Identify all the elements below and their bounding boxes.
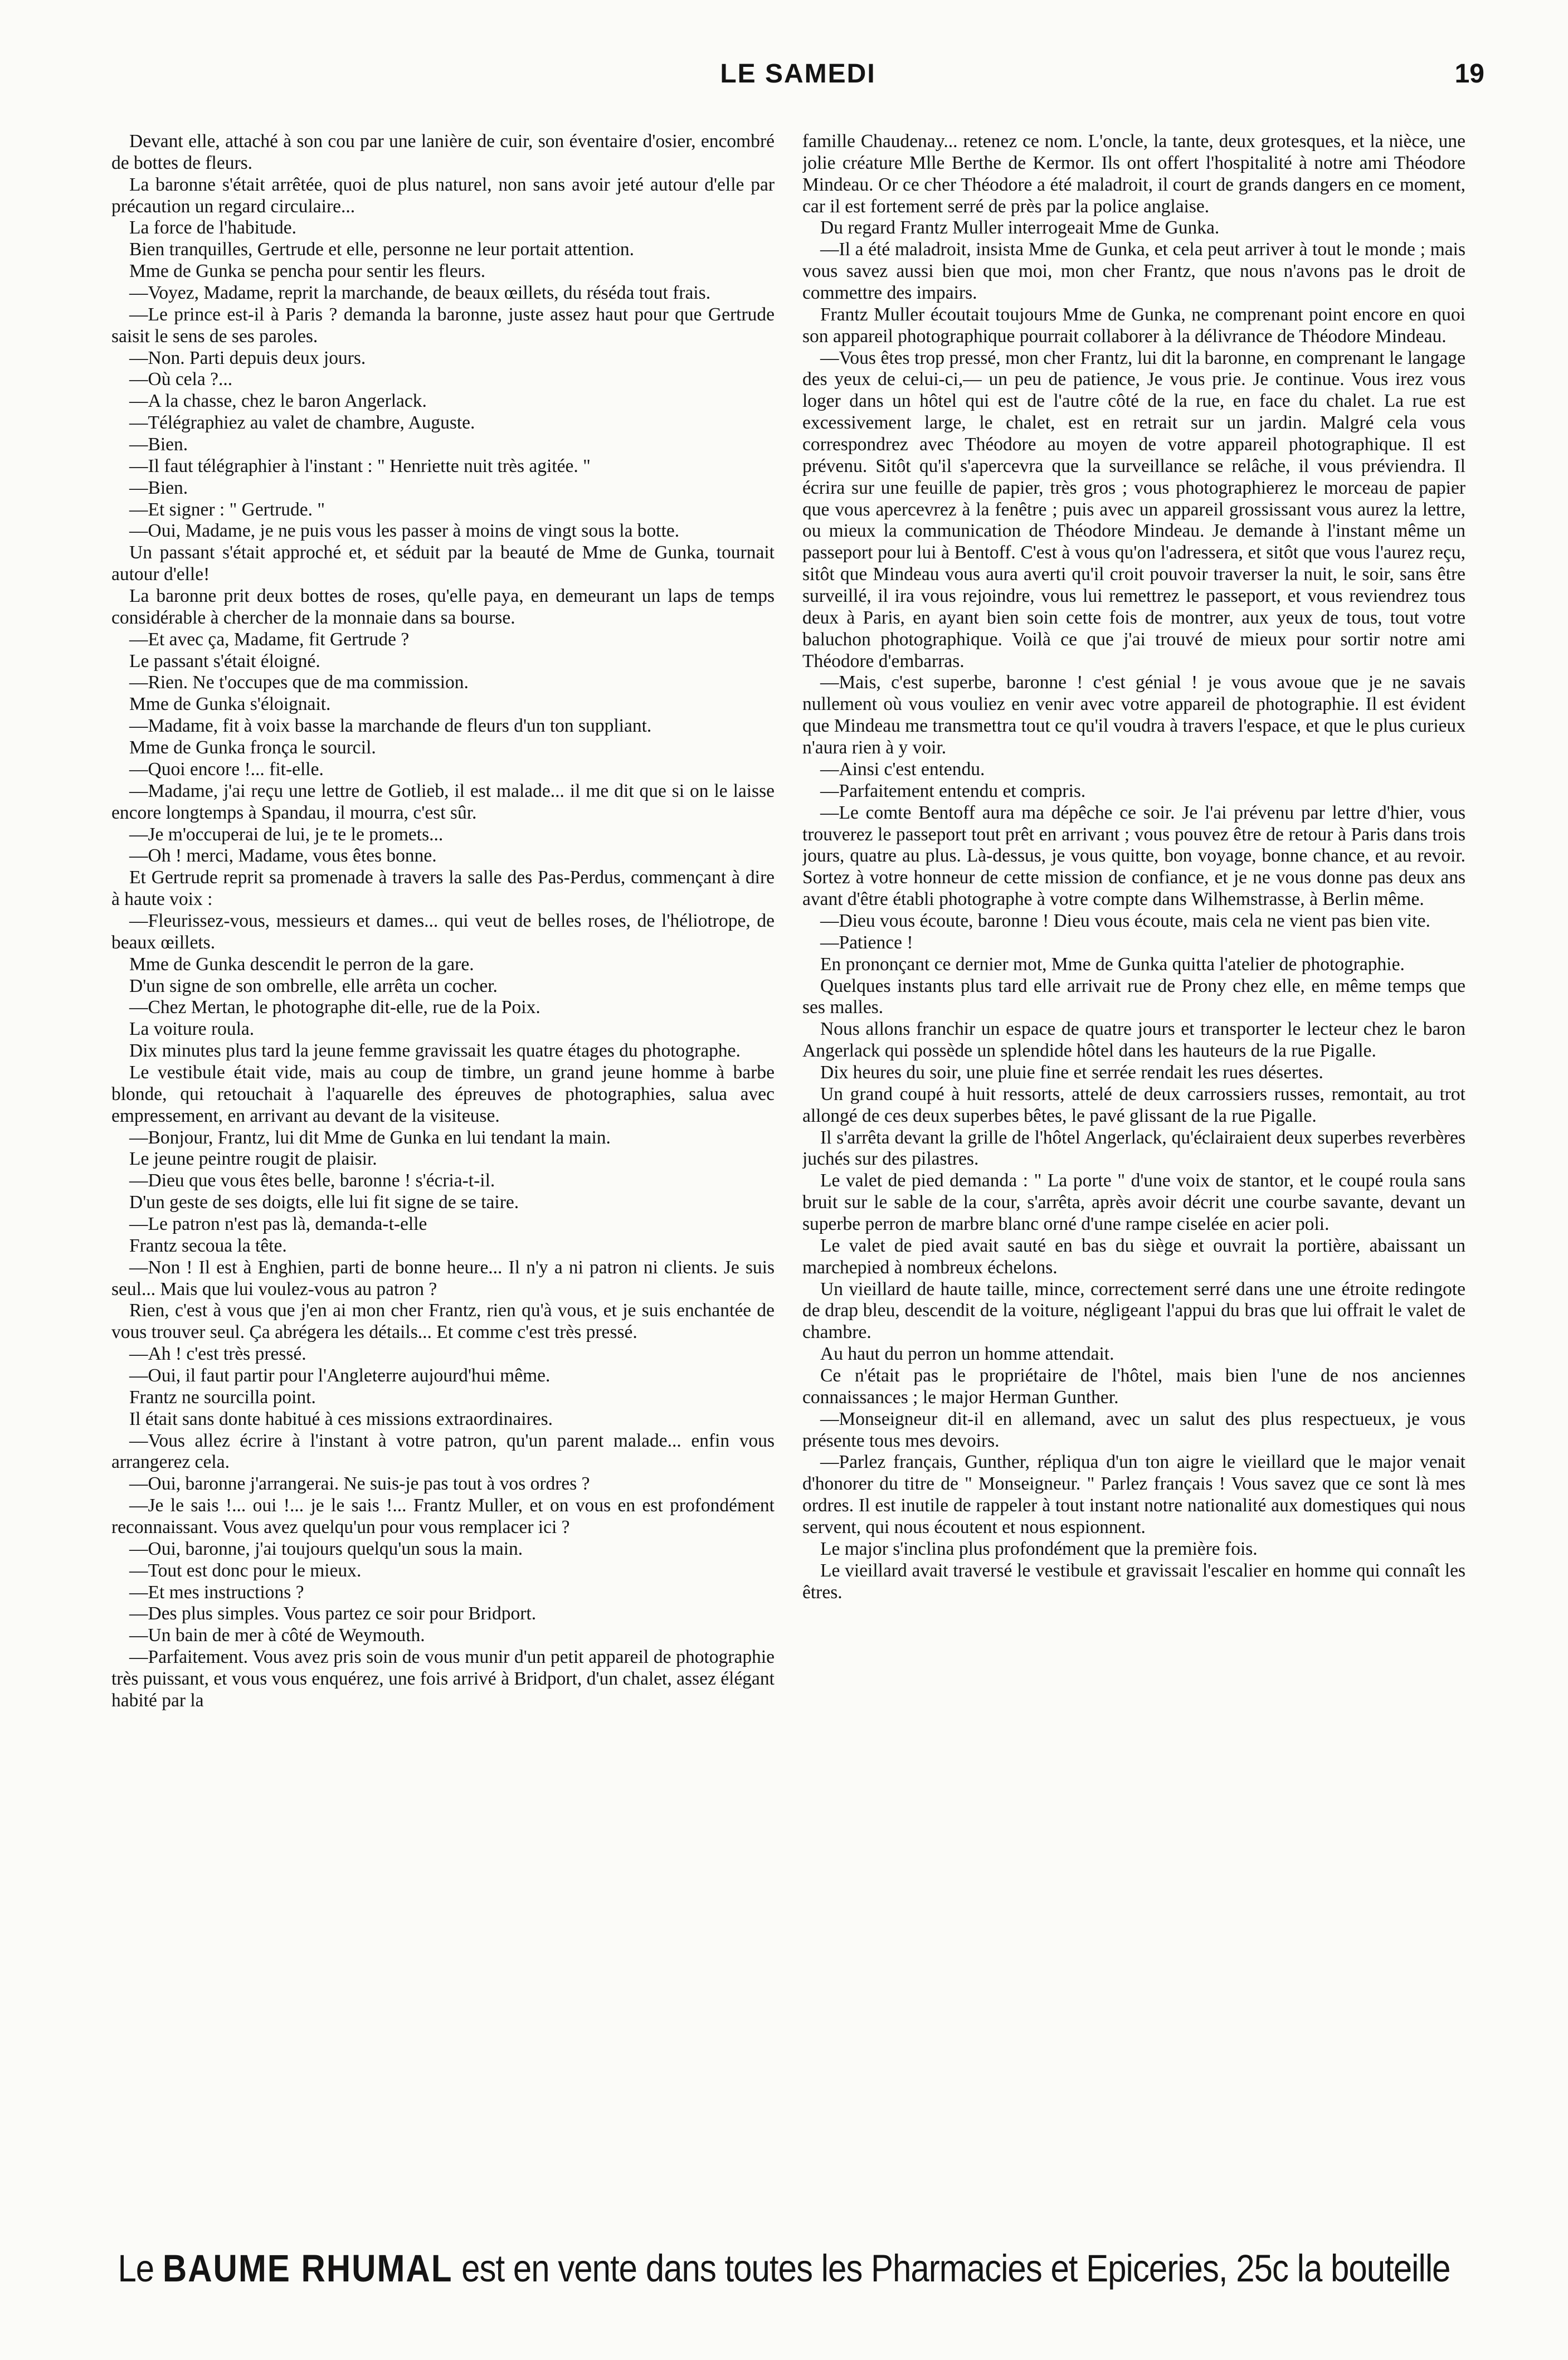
paragraph: —Chez Mertan, le photographe dit-elle, rue de la Poix. [129, 997, 540, 1018]
paragraph: Un grand coupé à huit ressorts, attelé de deux carrossiers russes, remontait, au trot allongé de ces deux superbes bêtes, le pavé glissant de la rue Pigalle. [802, 1083, 1465, 1126]
paragraph: La voiture roula. [129, 1019, 255, 1040]
paragraph: Mme de Gunka se pencha pour sentir les fleurs. [129, 261, 486, 282]
paragraph: —Quoi encore !... fit-elle. [129, 758, 324, 780]
paragraph: Nous allons franchir un espace de quatre jours et transporter le lecteur chez le baron Angerlack qui possède un splendide hôtel dans les hauteurs de la rue Pigalle. [802, 1019, 1465, 1062]
paragraph: —Un bain de mer à côté de Weymouth. [129, 1625, 425, 1646]
paragraph: —Mais, c'est superbe, baronne ! c'est génial ! je vous avoue que je ne savais nullement où vous vouliez en venir avec votre appareil de photographie. Il est évident que Mindeau me transmettra tout ce qu'il voudra à travers l'espace, et que le plus curieux n'aura rien à y voir. [802, 672, 1465, 758]
paragraph: —Je le sais !... oui !... je le sais !... Frantz Muller, et on vous en est profondément reconnaissant. Vous avez quelqu'un pour vous remplacer ici ? [111, 1495, 775, 1537]
paragraph: —Fleurissez-vous, messieurs et dames... qui veut de belles roses, de l'héliotrope, de beaux œillets. [111, 910, 775, 953]
advert-text: est en vente dans toutes les Pharmacies et Epiceries, 25c la bouteille [461, 2246, 1450, 2290]
paragraph: —Patience ! [820, 932, 913, 953]
paragraph: —Parfaitement. Vous avez pris soin de vous munir d'un petit appareil de photographie très puissant, et vous vous enquérez, une fois arrivé à Bridport, d'un chalet, assez élégant habité par la [111, 1647, 775, 1711]
paragraph: —Voyez, Madame, reprit la marchande, de beaux œillets, du réséda tout frais. [129, 283, 711, 304]
paragraph: Le valet de pied demanda : " La porte " d'une voix de stantor, et le coupé roula sans bruit sur le sable de la cour, s'arrêta, après avoir décrit une courbe savante, devant un superbe perron de marbre blanc orné d'une rampe ciselée en acier poli. [802, 1170, 1465, 1234]
paragraph: Devant elle, attaché à son cou par une lanière de cuir, son éventaire d'osier, encombré de bottes de fleurs. [111, 131, 775, 173]
paragraph: —Dieu que vous êtes belle, baronne ! s'écria-t-il. [129, 1170, 495, 1191]
paragraph: —Télégraphiez au valet de chambre, Auguste. [129, 412, 475, 434]
paragraph: —Madame, fit à voix basse la marchande de fleurs d'un ton suppliant. [129, 716, 652, 737]
paragraph: Mme de Gunka descendit le perron de la gare. [129, 953, 474, 975]
paragraph: Frantz Muller écoutait toujours Mme de Gunka, ne comprenant point encore en quoi son appareil photographique pourrait collaborer à la délivrance de Théodore Mindeau. [802, 304, 1465, 347]
paragraph: —Et signer : " Gertrude. " [129, 499, 325, 520]
paragraph: —Le prince est-il à Paris ? demanda la baronne, juste assez haut pour que Gertrude saisit le sens de ses paroles. [111, 304, 775, 347]
paragraph: —Bien. [129, 434, 188, 455]
paragraph: —Et mes instructions ? [129, 1582, 304, 1603]
paragraph: Mme de Gunka fronça le sourcil. [129, 737, 376, 758]
paragraph: La baronne s'était arrêtée, quoi de plus naturel, non sans avoir jeté autour d'elle par précaution un regard circulaire... [111, 174, 775, 217]
paragraph: —Ah ! c'est très pressé. [129, 1344, 306, 1365]
paragraph: —A la chasse, chez le baron Angerlack. [129, 391, 427, 412]
article-columns [111, 131, 1465, 2215]
paragraph: Le jeune peintre rougit de plaisir. [129, 1149, 377, 1170]
paragraph: —Parlez français, Gunther, répliqua d'un ton aigre le vieillard que le major venait d'honorer du titre de " Monseigneur. " Parlez français ! Vous savez que ce sont là mes ordres. Il est inutile de rappeler à tout instant notre nationalité aux domestiques qui nous servent, qui nous écoutent et nous espionnent. [802, 1452, 1465, 1537]
paragraph: —Des plus simples. Vous partez ce soir pour Bridport. [129, 1603, 537, 1624]
paragraph: Un vieillard de haute taille, mince, correctement serré dans une une étroite redingote de drap bleu, descendit de la voiture, négligeant l'appui du bras que lui offrait le valet de chambre. [802, 1278, 1465, 1343]
paragraph: Mme de Gunka s'éloignait. [129, 694, 331, 715]
paragraph: —Oui, baronne, j'ai toujours quelqu'un sous la main. [129, 1538, 523, 1559]
paragraph: Il était sans donte habitué à ces missions extraordinaires. [129, 1408, 553, 1429]
paragraph: —Oui, Madame, je ne puis vous les passer à moins de vingt sous la botte. [129, 520, 680, 542]
paragraph: Frantz ne sourcilla point. [129, 1386, 316, 1408]
paragraph: famille Chaudenay... retenez ce nom. L'oncle, la tante, deux grotesques, et la nièce, une jolie créature Mlle Berthe de Kermor. Ils ont offert l'hospitalité à notre ami Théodore Mindeau. Or ce cher Théodore a été maladroit, il court de grands dangers en ce moment, car il est fortement serré de près par la police anglaise. [802, 131, 1465, 217]
paragraph: —Le comte Bentoff aura ma dépêche ce soir. Je l'ai prévenu par lettre d'hier, vous trouverez le passeport tout prêt en arrivant ; vous pouvez être de retour à Paris dans trois jours, quatre au plus. Là-dessus, je vous quitte, bon voyage, bonne chance, et au revoir. Sortez à votre honneur de cette mission de confiance, et je ne vous donne pas deux ans avant d'être établi photographe à votre compte dans Wilhemstrasse, à Berlin même. [802, 802, 1465, 910]
paragraph: —Oui, il faut partir pour l'Angleterre aujourd'hui même. [129, 1365, 551, 1386]
paragraph: Ce n'était pas le propriétaire de l'hôtel, mais bien l'une de nos anciennes connaissances ; le major Herman Gunther. [802, 1365, 1465, 1408]
paragraph: —Tout est donc pour le mieux. [129, 1560, 362, 1581]
running-head [111, 59, 1484, 103]
paragraph: —Et avec ça, Madame, fit Gertrude ? [129, 629, 410, 650]
paragraph: —Il a été maladroit, insista Mme de Gunka, et cela peut arriver à tout le monde ; mais vous savez aussi bien que moi, mon cher Frantz, que nous n'avons pas le droit de commettre des impairs. [802, 239, 1465, 304]
paragraph: —Rien. Ne t'occupes que de ma commission. [129, 672, 469, 693]
paragraph: Le vieillard avait traversé le vestibule et gravissait l'escalier en homme qui connaît les êtres. [802, 1560, 1465, 1603]
paragraph: D'un geste de ses doigts, elle lui fit signe de se taire. [129, 1192, 519, 1213]
paragraph: —Bonjour, Frantz, lui dit Mme de Gunka en lui tendant la main. [129, 1127, 611, 1148]
paragraph: Dix heures du soir, une pluie fine et serrée rendait les rues désertes. [820, 1062, 1323, 1083]
paragraph: Rien, c'est à vous que j'en ai mon cher Frantz, rien qu'à vous, et je suis enchantée de vous trouver seul. Ça abrégera les détails... Et comme c'est très pressé. [111, 1300, 775, 1343]
paragraph: —Oh ! merci, Madame, vous êtes bonne. [129, 845, 437, 867]
paragraph: Frantz secoua la tête. [129, 1235, 287, 1256]
paragraph: —Il faut télégraphier à l'instant : " Henriette nuit très agitée. " [129, 455, 591, 476]
paragraph: D'un signe de son ombrelle, elle arrêta un cocher. [129, 975, 498, 996]
paragraph: —Monseigneur dit-il en allemand, avec un salut des plus respectueux, je vous présente tous mes devoirs. [802, 1408, 1465, 1451]
page-number: 19 [1454, 59, 1484, 89]
paragraph: Au haut du perron un homme attendait. [820, 1344, 1114, 1365]
paragraph: —Le patron n'est pas là, demanda-t-elle [129, 1213, 427, 1234]
paragraph: —Parfaitement entendu et compris. [820, 780, 1086, 801]
right-column [802, 131, 1465, 2215]
paragraph: Le major s'inclina plus profondément que la première fois. [820, 1538, 1258, 1559]
paragraph: Un passant s'était approché et, et séduit par la beauté de Mme de Gunka, tournait autour d'elle! [111, 542, 775, 585]
paragraph: —Ainsi c'est entendu. [820, 758, 985, 780]
paragraph: —Madame, j'ai reçu une lettre de Gotlieb, il est malade... il me dit que si on le laisse encore longtemps à Spandau, il mourra, c'est sûr. [111, 780, 775, 823]
advert-prefix: Le [118, 2246, 154, 2290]
paragraph: —Non. Parti depuis deux jours. [129, 347, 366, 368]
paragraph: Quelques instants plus tard elle arrivait rue de Prony chez elle, en même temps que ses malles. [802, 975, 1465, 1018]
paragraph: Le vestibule était vide, mais au coup de timbre, un grand jeune homme à barbe blonde, qui retouchait à l'aquarelle des épreuves de photographies, salua avec empressement, en arrivant au devant de la visiteuse. [111, 1062, 775, 1126]
paragraph: Il s'arrêta devant la grille de l'hôtel Angerlack, qu'éclairaient deux superbes reverbères juchés sur des pilastres. [802, 1127, 1465, 1170]
paragraph: Du regard Frantz Muller interrogeait Mme de Gunka. [820, 217, 1220, 239]
paragraph: —Dieu vous écoute, baronne ! Dieu vous écoute, mais cela ne vient pas bien vite. [820, 910, 1430, 931]
advert-brand: BAUME RHUMAL [162, 2246, 453, 2290]
paragraph: —Je m'occuperai de lui, je te le promets... [129, 824, 444, 845]
paragraph: Le passant s'était éloigné. [129, 650, 320, 671]
left-column [111, 131, 775, 2215]
paragraph: —Bien. [129, 477, 188, 498]
paragraph: Bien tranquilles, Gertrude et elle, personne ne leur portait attention. [129, 239, 635, 260]
advertisement [84, 2243, 1484, 2294]
paragraph: —Où cela ?... [129, 369, 233, 390]
paragraph: —Vous êtes trop pressé, mon cher Frantz, lui dit la baronne, en comprenant le langage des yeux de celui-ci,— un peu de patience, Je vous prie. Je continue. Vous irez vous loger dans un hôtel qui est de l'autre côté de la rue, en face du chalet. La rue est excessivement large, le chalet, est en retrait sur un jardin. Malgré cela vous correspondrez avec Théodore au moyen de votre appareil photographique. Il est prévenu. Sitôt qu'il s'apercevra que la surveillance se relâche, il vous préviendra. Il écrira sur une feuille de papier, très gros ; vous photographierez le morceau de papier que vous apercevrez à la fenêtre ; puis avec un appareil grossissant vous aurez la lettre, ou mieux la communication de Théodore Mindeau. Je demande à l'instant même un passeport pour lui à Bentoff. C'est à vous qu'on l'adressera, et sitôt que vous l'aurez reçu, sitôt que Mindeau vous aura averti qu'il croit pouvoir traverser la nuit, le soir, sans être surveillé, il ira vous rejoindre, vous lui remettrez le passeport, et vous reviendrez tous deux à Paris, en ayant bien soin cette fois de montrer, aux yeux de tous, tout votre baluchon photographique. Voilà ce que j'ai trouvé de mieux pour sortir notre ami Théodore d'embarras. [802, 347, 1465, 671]
paragraph: Et Gertrude reprit sa promenade à travers la salle des Pas-Perdus, commençant à dire à haute voix : [111, 867, 775, 910]
running-title: LE SAMEDI [720, 59, 876, 89]
paragraph: Le valet de pied avait sauté en bas du siège et ouvrait la portière, abaissant un marchepied à nombreux échelons. [802, 1235, 1465, 1278]
paragraph: En prononçant ce dernier mot, Mme de Gunka quitta l'atelier de photographie. [820, 953, 1405, 975]
paragraph: Dix minutes plus tard la jeune femme gravissait les quatre étages du photographe. [129, 1040, 741, 1062]
paragraph: La force de l'habitude. [129, 217, 296, 239]
paragraph: La baronne prit deux bottes de roses, qu'elle paya, en demeurant un laps de temps considérable à chercher de la monnaie dans sa bourse. [111, 586, 775, 628]
paragraph: —Vous allez écrire à l'instant à votre patron, qu'un parent malade... enfin vous arrangerez cela. [111, 1430, 775, 1473]
paragraph: —Non ! Il est à Enghien, parti de bonne heure... Il n'y a ni patron ni clients. Je suis seul... Mais que lui voulez-vous au patron ? [111, 1257, 775, 1300]
paragraph: —Oui, baronne j'arrangerai. Ne suis-je pas tout à vos ordres ? [129, 1473, 590, 1495]
